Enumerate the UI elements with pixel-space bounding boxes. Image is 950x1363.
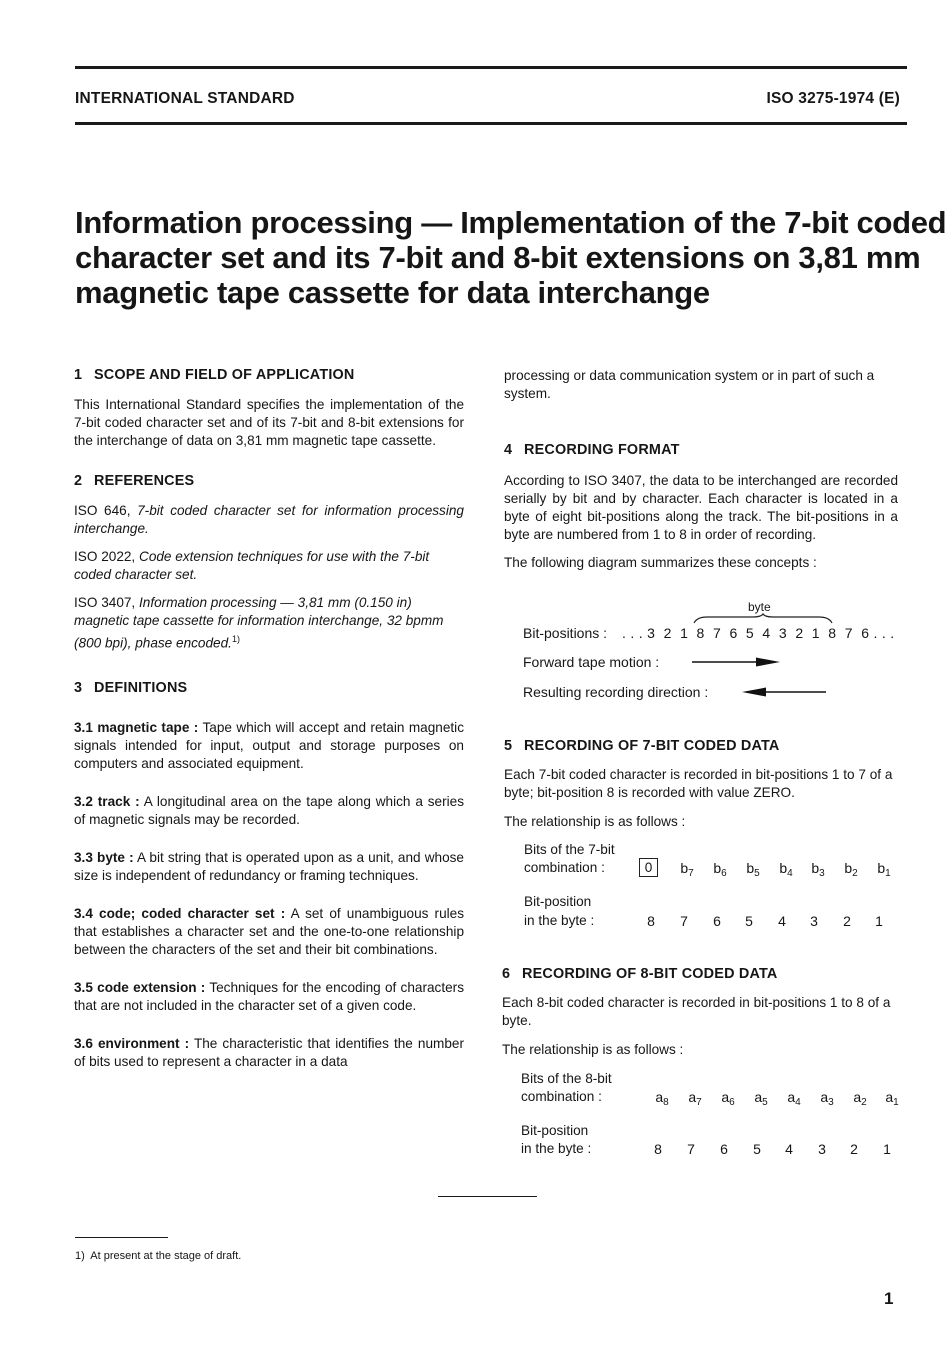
s6-bit: $a_8$ <box>655 1089 669 1108</box>
reference-iso3407-title: Information processing — 3,81 mm (0.150 in) magnetic tape cassette for information interchange, 32 bpmm (800 bpi), phase encoded. <box>74 595 444 651</box>
section-4-number: 4 <box>504 442 513 458</box>
section-5-number: 5 <box>504 738 513 754</box>
definition-3-4 <box>74 905 464 959</box>
definition-number: 3.5 <box>74 979 93 995</box>
s5-bit: $b_5$ <box>746 860 760 879</box>
s6-bit: $a_5$ <box>754 1089 768 1108</box>
footnote <box>75 1250 241 1262</box>
s6-position: 4 <box>785 1141 793 1157</box>
footnote-marker: 1) <box>231 634 240 644</box>
header-left: INTERNATIONAL STANDARD <box>75 90 295 107</box>
zero-value: 0 <box>639 858 658 877</box>
section-4-title: RECORDING FORMAT <box>524 442 680 458</box>
s6-bit: $a_2$ <box>853 1089 867 1108</box>
header-bottom-rule <box>75 122 907 125</box>
section-5 <box>504 737 898 831</box>
title-line-1: Information processing — Implementation of the 7-bit coded <box>75 205 947 240</box>
reference-iso2022-title: Code extension techniques for use with the 7-bit coded character set. <box>74 549 430 582</box>
definition-number: 3.4 <box>74 905 93 921</box>
definition-text: Tape which will accept and retain magnetic signals intended for input, output and storage purposes on computers and associated equipment. <box>74 719 464 771</box>
section-5-text: Each 7-bit coded character is recorded in bit-positions 1 to 7 of a byte; bit-position 8 is recorded with value ZERO. <box>504 767 893 800</box>
byte-brace <box>693 614 833 624</box>
s5-bits-label-1: Bits of the 7-bit <box>524 842 615 857</box>
footnote-text: At present at the stage of draft. <box>90 1250 242 1262</box>
footnote-mark: 1) <box>75 1250 85 1262</box>
definition-term: code extension : <box>97 979 206 995</box>
s5-position: 3 <box>810 913 818 929</box>
s5-bit: $b_3$ <box>811 860 825 879</box>
definition-term: byte : <box>97 849 134 865</box>
s5-bit: $b_1$ <box>877 860 891 879</box>
s5-position: 6 <box>713 913 721 929</box>
bit-positions-sequence: . . . 3 2 1 8 7 6 5 4 3 2 1 8 7 6 . . . <box>622 625 895 641</box>
definition-text: The characteristic that identifies the number of bits used to represent a character in a data <box>74 1035 465 1069</box>
s5-position: 7 <box>680 913 688 929</box>
definition-3-6-continued: processing or data communication system or in part of such a system. <box>504 368 875 401</box>
section-1-heading <box>74 366 464 384</box>
recording-direction-label: Resulting recording direction : <box>523 684 709 700</box>
s5-bits-label-2: combination : <box>524 860 605 875</box>
section-4-heading <box>504 441 898 459</box>
s6-bit: $a_7$ <box>688 1089 702 1108</box>
reference-iso646-title: 7-bit coded character set for information processing interchange. <box>74 503 464 536</box>
s6-bit: $a_1$ <box>885 1089 899 1108</box>
reference-iso2022-number: ISO 2022, <box>74 549 136 564</box>
s5-bit: $b_7$ <box>680 860 694 879</box>
definition-number: 3.2 <box>74 793 93 809</box>
s6-bit: $a_3$ <box>820 1089 834 1108</box>
section-3-heading <box>74 679 464 697</box>
definition-term: track : <box>97 793 140 809</box>
section-6-title: RECORDING OF 8-BIT CODED DATA <box>522 966 778 982</box>
section-5-heading <box>504 737 898 755</box>
section-1-title: SCOPE AND FIELD OF APPLICATION <box>94 367 355 383</box>
definition-3-6 <box>74 1035 464 1071</box>
section-1-number: 1 <box>74 367 83 383</box>
section-6-number: 6 <box>502 966 511 982</box>
s6-position: 1 <box>883 1141 891 1157</box>
section-3-title: DEFINITIONS <box>94 679 188 696</box>
section-6 <box>502 965 898 1059</box>
byte-label: byte <box>748 600 771 614</box>
definition-3-3 <box>74 849 464 885</box>
definition-text: A set of unambiguous rules that establishes a character set and the one-to-one relationship between the characters of the set and their bit combinations. <box>74 905 465 957</box>
s5-position-label-1: Bit-position <box>524 894 592 909</box>
definition-text: A longitudinal area on the tape along which a series of magnetic signals may be recorded. <box>74 793 464 827</box>
definition-3-1 <box>74 719 464 773</box>
forward-tape-motion-label: Forward tape motion : <box>523 654 660 670</box>
title-line-3: magnetic tape cassette for data interchange <box>75 275 710 310</box>
reference-iso646-number: ISO 646, <box>74 503 131 518</box>
definition-text: A bit string that is operated upon as a unit, and whose size is independent of redundancy or framing techniques. <box>74 849 464 883</box>
header-top-rule <box>75 66 907 69</box>
diagram-intro: The following diagram summarizes these concepts : <box>504 555 817 570</box>
s6-position: 3 <box>818 1141 826 1157</box>
section-2-number: 2 <box>74 473 83 489</box>
definition-number: 3.1 <box>74 719 93 735</box>
document-title <box>75 205 947 310</box>
s6-position-label-2: in the byte : <box>521 1141 592 1156</box>
definition-number: 3.3 <box>74 849 93 865</box>
s5-position: 1 <box>875 913 883 929</box>
s5-position: 4 <box>778 913 786 929</box>
definition-term: magnetic tape : <box>97 719 199 735</box>
section-1-text: This International Standard specifies the implementation of the 7-bit coded character set and of its 7-bit and 8-bit extensions for the interchange of data on 3,81 mm magnetic tape cassette. <box>74 397 464 448</box>
s6-bit: $a_6$ <box>721 1089 735 1108</box>
definition-term: code; coded character set : <box>99 905 286 921</box>
section-2-title: REFERENCES <box>94 473 195 489</box>
section-6-relationship: The relationship is as follows : <box>502 1042 684 1057</box>
section-2-heading <box>74 472 464 490</box>
backward-arrow-icon <box>742 686 828 698</box>
s6-position: 7 <box>687 1141 695 1157</box>
definition-number: 3.6 <box>74 1035 93 1051</box>
s6-position-label-1: Bit-position <box>521 1123 589 1138</box>
s6-position: 2 <box>850 1141 858 1157</box>
s5-zero-bit-box <box>639 858 658 877</box>
section-5-title: RECORDING OF 7-BIT CODED DATA <box>524 738 780 754</box>
reference-iso3407-number: ISO 3407, <box>74 595 136 610</box>
right-column <box>504 367 898 572</box>
reference-iso2022 <box>74 548 464 584</box>
page-number: 1 <box>884 1289 894 1308</box>
section-5-relationship: The relationship is as follows : <box>504 814 686 829</box>
reference-iso3407 <box>74 594 464 653</box>
s5-position: 2 <box>843 913 851 929</box>
definition-term: environment : <box>97 1035 190 1051</box>
s6-bits-label-2: combination : <box>521 1089 602 1104</box>
s5-bit: $b_4$ <box>779 860 793 879</box>
end-rule <box>438 1196 537 1197</box>
bit-positions-label: Bit-positions : <box>523 625 608 641</box>
footnote-rule <box>75 1237 168 1238</box>
definition-3-5 <box>74 979 464 1015</box>
s5-bit: $b_2$ <box>844 860 858 879</box>
s5-position-label-2: in the byte : <box>524 913 595 928</box>
s5-position: 8 <box>647 913 655 929</box>
s6-position: 5 <box>753 1141 761 1157</box>
section-6-text: Each 8-bit coded character is recorded in bit-positions 1 to 8 of a byte. <box>502 995 891 1028</box>
header-right: ISO 3275-1974 (E) <box>766 90 900 107</box>
s6-position: 8 <box>654 1141 662 1157</box>
left-column <box>74 366 464 1071</box>
definition-3-2 <box>74 793 464 829</box>
s5-position: 5 <box>745 913 753 929</box>
reference-iso646 <box>74 502 464 538</box>
s6-bit: $a_4$ <box>787 1089 801 1108</box>
section-4-text: According to ISO 3407, the data to be interchanged are recorded serially by bit and by character. Each character is located in a byte of eight bit-positions along the track. The bit-positions in a byte are numbered from 1 to 8 in order of recording. <box>504 473 898 542</box>
s6-position: 6 <box>720 1141 728 1157</box>
section-6-heading <box>502 965 898 983</box>
section-3-number: 3 <box>74 679 83 696</box>
s6-bits-label-1: Bits of the 8-bit <box>521 1071 612 1086</box>
definition-text: Techniques for the encoding of characters that are not included in the character set of a given code. <box>74 979 465 1013</box>
title-line-2: character set and its 7-bit and 8-bit extensions on 3,81 mm <box>75 240 921 275</box>
s5-bit: $b_6$ <box>713 860 727 879</box>
forward-arrow-icon <box>692 656 782 668</box>
